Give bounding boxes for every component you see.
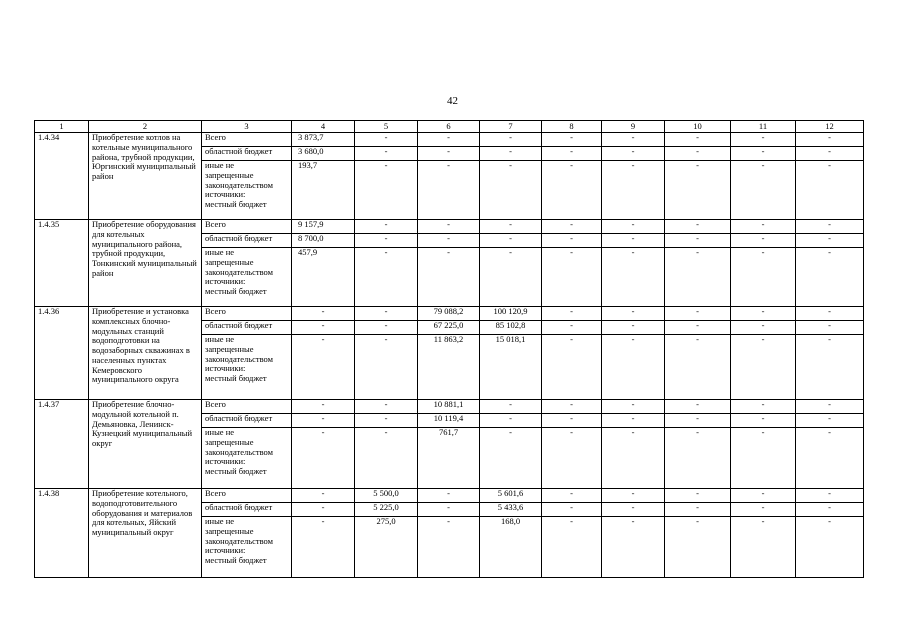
value-local-col6: 11 863,2: [418, 335, 480, 400]
row-number: 1.4.37: [35, 400, 89, 489]
source-label-line: источники:: [205, 545, 246, 556]
value-local-col5: -: [355, 428, 418, 489]
value-regional-col5: -: [355, 147, 418, 161]
value-local-col4: 193,7: [292, 161, 355, 220]
value-local-col4: -: [292, 517, 355, 578]
value-regional-col12: -: [796, 147, 864, 161]
value-local-col11: -: [731, 161, 796, 220]
column-header-3: 3: [202, 121, 292, 133]
source-label-line: источники:: [205, 363, 246, 374]
value-total-col4: 9 157,9: [292, 220, 355, 234]
value-local-col11: -: [731, 335, 796, 400]
value-total-col12: -: [796, 133, 864, 147]
value-total-col7: 5 601,6: [480, 489, 542, 503]
budget-table: [34, 120, 864, 578]
value-total-col4: -: [292, 489, 355, 503]
value-total-col10: -: [665, 220, 731, 234]
value-regional-col9: -: [602, 414, 665, 428]
column-header-6: 6: [418, 121, 480, 133]
value-regional-col6: 10 119,4: [418, 414, 480, 428]
row-description: Приобретение и установка комплексных блочно-модульных станций водоподготовки на водозаборных скважинах в населенных пунктах Кемеровского муниципального округа: [89, 307, 202, 400]
value-local-col8: -: [542, 248, 602, 307]
column-header-12: 12: [796, 121, 864, 133]
value-regional-col8: -: [542, 503, 602, 517]
source-label-line: запрещенные: [205, 343, 254, 354]
source-label-line: запрещенные: [205, 525, 254, 536]
value-total-col11: -: [731, 400, 796, 414]
column-header-8: 8: [542, 121, 602, 133]
value-total-col4: 3 873,7: [292, 133, 355, 147]
source-total: Всего: [202, 489, 292, 503]
value-regional-col4: -: [292, 414, 355, 428]
value-total-col8: -: [542, 220, 602, 234]
value-local-col10: -: [665, 428, 731, 489]
source-label-line: источники:: [205, 189, 246, 200]
value-total-col4: -: [292, 400, 355, 414]
value-local-col9: -: [602, 161, 665, 220]
value-regional-col4: 8 700,0: [292, 234, 355, 248]
source-label-line: законодательством: [205, 446, 274, 457]
value-regional-col10: -: [665, 234, 731, 248]
value-local-col11: -: [731, 517, 796, 578]
source-other-local: [202, 517, 292, 578]
value-total-col9: -: [602, 489, 665, 503]
row-description: Приобретение котельного, водоподготовительного оборудования и материалов для котельных, Яйский муниципальный округ: [89, 489, 202, 578]
source-label-line: источники:: [205, 456, 246, 467]
source-label-line: законодательством: [205, 353, 274, 364]
value-regional-col6: -: [418, 147, 480, 161]
source-total: Всего: [202, 400, 292, 414]
source-regional: областной бюджет: [202, 147, 292, 161]
value-regional-col6: -: [418, 503, 480, 517]
column-header-2: 2: [89, 121, 202, 133]
source-label-line: запрещенные: [205, 169, 254, 180]
source-label-line: иные не: [205, 427, 235, 437]
source-total: Всего: [202, 307, 292, 321]
value-total-col12: -: [796, 307, 864, 321]
value-local-col6: -: [418, 517, 480, 578]
value-local-col8: -: [542, 517, 602, 578]
value-regional-col8: -: [542, 234, 602, 248]
value-local-col12: -: [796, 428, 864, 489]
source-regional: областной бюджет: [202, 503, 292, 517]
value-total-col12: -: [796, 489, 864, 503]
value-local-col8: -: [542, 161, 602, 220]
source-label-line: запрещенные: [205, 256, 254, 267]
value-local-col9: -: [602, 248, 665, 307]
value-regional-col8: -: [542, 147, 602, 161]
source-other-local: [202, 248, 292, 307]
value-regional-col5: -: [355, 321, 418, 335]
value-total-col11: -: [731, 489, 796, 503]
value-local-col5: -: [355, 161, 418, 220]
value-total-col9: -: [602, 133, 665, 147]
value-regional-col6: 67 225,0: [418, 321, 480, 335]
value-total-col11: -: [731, 220, 796, 234]
value-total-col8: -: [542, 133, 602, 147]
table-row: [35, 489, 864, 503]
column-header-10: 10: [665, 121, 731, 133]
value-regional-col11: -: [731, 503, 796, 517]
row-number: 1.4.35: [35, 220, 89, 307]
value-total-col8: -: [542, 307, 602, 321]
source-label-line: местный бюджет: [205, 199, 267, 210]
value-total-col6: -: [418, 133, 480, 147]
value-regional-col5: -: [355, 234, 418, 248]
value-regional-col4: -: [292, 321, 355, 335]
source-regional: областной бюджет: [202, 234, 292, 248]
value-total-col10: -: [665, 489, 731, 503]
value-local-col8: -: [542, 335, 602, 400]
value-total-col12: -: [796, 220, 864, 234]
value-local-col9: -: [602, 517, 665, 578]
table-row: [35, 220, 864, 234]
value-total-col4: -: [292, 307, 355, 321]
source-regional: областной бюджет: [202, 414, 292, 428]
value-regional-col7: 5 433,6: [480, 503, 542, 517]
value-local-col7: -: [480, 161, 542, 220]
column-header-9: 9: [602, 121, 665, 133]
value-total-col7: 100 120,9: [480, 307, 542, 321]
value-total-col5: -: [355, 307, 418, 321]
value-regional-col9: -: [602, 234, 665, 248]
value-local-col4: 457,9: [292, 248, 355, 307]
source-label-line: законодательством: [205, 535, 274, 546]
value-local-col7: -: [480, 428, 542, 489]
value-regional-col12: -: [796, 321, 864, 335]
value-regional-col11: -: [731, 414, 796, 428]
value-local-col12: -: [796, 517, 864, 578]
value-total-col6: -: [418, 220, 480, 234]
source-label-line: источники:: [205, 276, 246, 287]
value-regional-col11: -: [731, 321, 796, 335]
value-regional-col9: -: [602, 321, 665, 335]
value-total-col6: -: [418, 489, 480, 503]
source-label-line: законодательством: [205, 266, 274, 277]
value-local-col10: -: [665, 161, 731, 220]
value-local-col10: -: [665, 248, 731, 307]
value-total-col5: 5 500,0: [355, 489, 418, 503]
value-local-col5: -: [355, 248, 418, 307]
value-regional-col7: -: [480, 414, 542, 428]
value-local-col10: -: [665, 517, 731, 578]
value-local-col6: -: [418, 161, 480, 220]
row-number: 1.4.34: [35, 133, 89, 220]
value-total-col10: -: [665, 133, 731, 147]
table-row: [35, 307, 864, 321]
value-total-col8: -: [542, 489, 602, 503]
row-number: 1.4.38: [35, 489, 89, 578]
source-label-line: местный бюджет: [205, 373, 267, 384]
value-regional-col6: -: [418, 234, 480, 248]
value-regional-col11: -: [731, 234, 796, 248]
value-total-col6: 10 881,1: [418, 400, 480, 414]
table-row: [35, 133, 864, 147]
value-regional-col7: -: [480, 147, 542, 161]
value-total-col8: -: [542, 400, 602, 414]
page-number: 42: [447, 95, 458, 107]
value-local-col9: -: [602, 335, 665, 400]
source-label-line: местный бюджет: [205, 286, 267, 297]
value-total-col7: -: [480, 133, 542, 147]
value-total-col5: -: [355, 133, 418, 147]
row-description: Приобретение котлов на котельные муниципального района, трубной продукции, Юргинский муниципальный район: [89, 133, 202, 220]
value-total-col5: -: [355, 400, 418, 414]
value-local-col11: -: [731, 248, 796, 307]
row-number: 1.4.36: [35, 307, 89, 400]
value-local-col5: -: [355, 335, 418, 400]
column-header-7: 7: [480, 121, 542, 133]
source-label-line: запрещенные: [205, 436, 254, 447]
value-total-col11: -: [731, 307, 796, 321]
value-total-col7: -: [480, 400, 542, 414]
value-regional-col5: 5 225,0: [355, 503, 418, 517]
row-description: Приобретение оборудования для котельных муниципального района, трубной продукции, Тонкинский муниципальный район: [89, 220, 202, 307]
source-total: Всего: [202, 133, 292, 147]
value-local-col12: -: [796, 248, 864, 307]
value-local-col5: 275,0: [355, 517, 418, 578]
source-label-line: иные не: [205, 516, 235, 526]
value-regional-col10: -: [665, 414, 731, 428]
value-total-col10: -: [665, 307, 731, 321]
value-local-col4: -: [292, 335, 355, 400]
source-label-line: местный бюджет: [205, 466, 267, 477]
value-regional-col10: -: [665, 147, 731, 161]
column-header-row: [35, 121, 864, 133]
value-regional-col9: -: [602, 147, 665, 161]
value-regional-col12: -: [796, 503, 864, 517]
value-regional-col10: -: [665, 503, 731, 517]
value-regional-col4: -: [292, 503, 355, 517]
table-body: [35, 133, 864, 578]
value-regional-col12: -: [796, 414, 864, 428]
value-local-col4: -: [292, 428, 355, 489]
column-header-1: 1: [35, 121, 89, 133]
column-header-5: 5: [355, 121, 418, 133]
value-local-col10: -: [665, 335, 731, 400]
value-total-col12: -: [796, 400, 864, 414]
value-local-col12: -: [796, 335, 864, 400]
source-label-line: законодательством: [205, 179, 274, 190]
value-regional-col11: -: [731, 147, 796, 161]
source-label-line: местный бюджет: [205, 555, 267, 566]
value-local-col9: -: [602, 428, 665, 489]
source-other-local: [202, 161, 292, 220]
source-label-line: иные не: [205, 160, 235, 170]
value-total-col11: -: [731, 133, 796, 147]
row-description: Приобретение блочно-модульной котельной п. Демьяновка, Ленинск-Кузнецкий муниципальный округ: [89, 400, 202, 489]
value-regional-col8: -: [542, 414, 602, 428]
value-total-col6: 79 088,2: [418, 307, 480, 321]
value-local-col12: -: [796, 161, 864, 220]
value-total-col7: -: [480, 220, 542, 234]
source-other-local: [202, 335, 292, 400]
source-label-line: иные не: [205, 247, 235, 257]
value-regional-col4: 3 680,0: [292, 147, 355, 161]
value-regional-col8: -: [542, 321, 602, 335]
value-total-col5: -: [355, 220, 418, 234]
value-total-col10: -: [665, 400, 731, 414]
source-total: Всего: [202, 220, 292, 234]
value-local-col6: -: [418, 248, 480, 307]
value-regional-col5: -: [355, 414, 418, 428]
value-local-col8: -: [542, 428, 602, 489]
value-regional-col12: -: [796, 234, 864, 248]
value-local-col7: 15 018,1: [480, 335, 542, 400]
value-local-col7: -: [480, 248, 542, 307]
source-other-local: [202, 428, 292, 489]
source-regional: областной бюджет: [202, 321, 292, 335]
source-label-line: иные не: [205, 334, 235, 344]
value-total-col9: -: [602, 400, 665, 414]
value-total-col9: -: [602, 220, 665, 234]
table-row: [35, 400, 864, 414]
column-header-4: 4: [292, 121, 355, 133]
value-local-col7: 168,0: [480, 517, 542, 578]
value-regional-col7: 85 102,8: [480, 321, 542, 335]
value-regional-col10: -: [665, 321, 731, 335]
value-local-col11: -: [731, 428, 796, 489]
value-regional-col7: -: [480, 234, 542, 248]
value-local-col6: 761,7: [418, 428, 480, 489]
column-header-11: 11: [731, 121, 796, 133]
value-regional-col9: -: [602, 503, 665, 517]
value-total-col9: -: [602, 307, 665, 321]
